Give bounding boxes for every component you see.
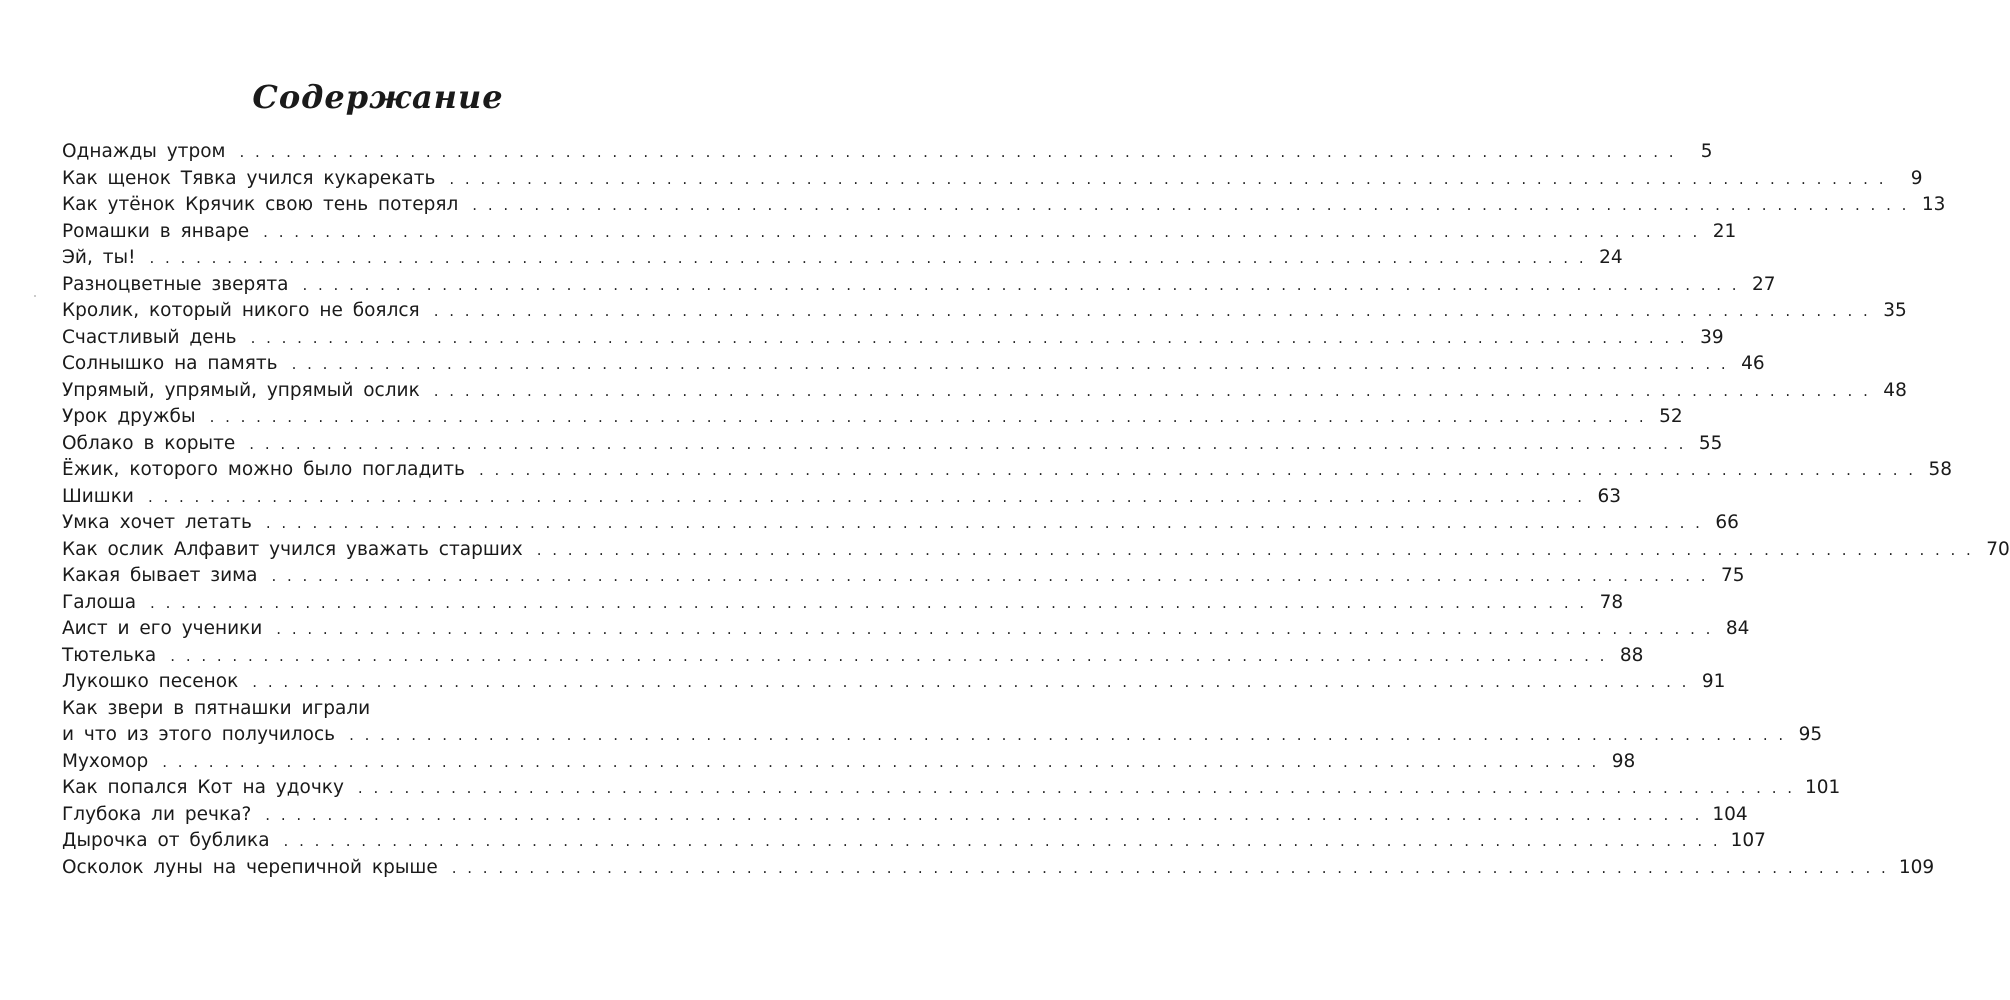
dot-leader: . . . . . . . . . . . . . . . . . . . . . . . . . . . . . . . . . . . . . . . . . . . . . . . . . . . . . . . . . . . . . . . . . . . . . . . . . . . . . . . . . . . . . . . . . . . . .	[433, 381, 1871, 400]
toc-entry	[62, 219, 1737, 246]
toc-entry-page-number: 52	[1659, 406, 1683, 427]
dot-leader: . . . . . . . . . . . . . . . . . . . . . . . . . . . . . . . . . . . . . . . . . . . . . . . . . . . . . . . . . . . . . . . . . . . . . . . . . . . . . . . . . . . . . . . . . . . . .	[291, 355, 1729, 373]
toc-entry-page-number: 58	[1928, 459, 1953, 480]
toc-entry	[62, 855, 1935, 882]
toc-entry-title: Урок дружбы	[62, 406, 196, 427]
dot-leader: . . . . . . . . . . . . . . . . . . . . . . . . . . . . . . . . . . . . . . . . . . . . . . . . . . . . . . . . . . . . . . . . . . . . . . . . . . . . . . . . . . . . . . . . . . . . .	[433, 302, 1871, 320]
toc-entry-page-number: 5	[1700, 141, 1713, 162]
toc-entry-page-number: 88	[1619, 644, 1644, 666]
toc-entry-page-number: 63	[1597, 485, 1622, 507]
toc-entry-page-number: 75	[1721, 565, 1745, 586]
toc-entry	[62, 749, 1636, 776]
dot-leader: . . . . . . . . . . . . . . . . . . . . . . . . . . . . . . . . . . . . . . . . . . . . . . . . . . . . . . . . . . . . . . . . . . . . . . . . . . . . . . . . . . . . . . . . . . . . .	[449, 169, 1887, 188]
dot-leader: . . . . . . . . . . . . . . . . . . . . . . . . . . . . . . . . . . . . . . . . . . . . . . . . . . . . . . . . . . . . . . . . . . . . . . . . . . . . . . . . . . . . . . . . . . . . .	[478, 461, 1917, 479]
toc-entry	[62, 643, 1644, 670]
toc-entry-page-number: 27	[1752, 273, 1776, 295]
toc-entry-page-number: 24	[1599, 247, 1623, 268]
toc-entry	[62, 510, 1739, 537]
toc-entry-page-number: 95	[1798, 724, 1823, 745]
toc-entry-title: и что из этого получилось	[62, 724, 336, 745]
dot-leader: . . . . . . . . . . . . . . . . . . . . . . . . . . . . . . . . . . . . . . . . . . . . . . . . . . . . . . . . . . . . . . . . . . . . . . . . . . . . . . . . . . . . . . . . . . . . .	[451, 858, 1889, 877]
dot-leader: . . . . . . . . . . . . . . . . . . . . . . . . . . . . . . . . . . . . . . . . . . . . . . . . . . . . . . . . . . . . . . . . . . . . . . . . . . . . . . . . . . . . . . . . . . . . .	[265, 805, 1703, 824]
dot-leader: . . . . . . . . . . . . . . . . . . . . . . . . . . . . . . . . . . . . . . . . . . . . . . . . . . . . . . . . . . . . . . . . . . . . . . . . . . . . . . . . . . . . . . . . . . . . .	[147, 487, 1586, 506]
toc-entry-title: Мухомор	[62, 750, 149, 772]
toc-entry-title: Тютелька	[62, 644, 157, 666]
dot-leader: . . . . . . . . . . . . . . . . . . . . . . . . . . . . . . . . . . . . . . . . . . . . . . . . . . . . . . . . . . . . . . . . . . . . . . . . . . . . . . . . . . . . . . . . . . . . .	[170, 646, 1608, 665]
toc-entry	[62, 590, 1624, 617]
toc-entry-page-number: 66	[1715, 512, 1739, 533]
toc-entry	[62, 828, 1766, 855]
dot-leader: . . . . . . . . . . . . . . . . . . . . . . . . . . . . . . . . . . . . . . . . . . . . . . . . . . . . . . . . . . . . . . . . . . . . . . . . . . . . . . . . . . . . . . . . . . . . .	[249, 434, 1687, 453]
toc-entry-page-number: 109	[1898, 856, 1935, 878]
toc-entry-title: Облако в корыте	[62, 432, 236, 454]
toc-entry	[62, 272, 1776, 299]
toc-entry	[62, 722, 1823, 749]
toc-entry	[62, 775, 1841, 802]
toc-entry-title: Разноцветные зверята	[62, 273, 289, 295]
dot-leader: . . . . . . . . . . . . . . . . . . . . . . . . . . . . . . . . . . . . . . . . . . . . . . . . . . . . . . . . . . . . . . . . . . . . . . . . . . . . . . . . . . . . . . . . . . . . .	[265, 514, 1703, 532]
toc-entry	[62, 378, 1907, 405]
toc-entry	[62, 431, 1723, 458]
dot-leader: . . . . . . . . . . . . . . . . . . . . . . . . . . . . . . . . . . . . . . . . . . . . . . . . . . . . . . . . . . . . . . . . . . . . . . . . . . . . . . . . . . . . . . . . . . . . .	[250, 328, 1688, 347]
toc-entry	[62, 563, 1745, 590]
toc-entry	[62, 298, 1907, 325]
toc-entry-page-number: 78	[1599, 591, 1624, 613]
toc-entry	[62, 484, 1622, 511]
dot-leader: . . . . . . . . . . . . . . . . . . . . . . . . . . . . . . . . . . . . . . . . . . . . . . . . . . . . . . . . . . . . . . . . . . . . . . . . . . . . . . . . . . . . . . . . . . . . .	[263, 222, 1701, 241]
toc-entry-page-number: 91	[1701, 671, 1726, 692]
dot-leader: . . . . . . . . . . . . . . . . . . . . . . . . . . . . . . . . . . . . . . . . . . . . . . . . . . . . . . . . . . . . . . . . . . . . . . . . . . . . . . . . . . . . . . . . . . . . .	[239, 143, 1677, 161]
toc-entry-title: Как щенок Тявка учился кукарекать	[62, 167, 436, 189]
paper-speck	[34, 295, 36, 297]
dot-leader: . . . . . . . . . . . . . . . . . . . . . . . . . . . . . . . . . . . . . . . . . . . . . . . . . . . . . . . . . . . . . . . . . . . . . . . . . . . . . . . . . . . . . . . . . . . . .	[276, 620, 1714, 638]
toc-entry	[62, 537, 2010, 564]
toc-entry-title: Кролик, который никого не боялся	[62, 300, 420, 321]
toc-entry-page-number: 107	[1730, 830, 1766, 851]
dot-leader: . . . . . . . . . . . . . . . . . . . . . . . . . . . . . . . . . . . . . . . . . . . . . . . . . . . . . . . . . . . . . . . . . . . . . . . . . . . . . . . . . . . . . . . . . . . . .	[302, 275, 1740, 294]
toc-entry-title: Галоша	[62, 591, 137, 613]
page-title: Содержание	[252, 78, 504, 116]
toc-entry	[62, 616, 1750, 643]
toc-entry	[62, 325, 1724, 352]
toc-entry	[62, 139, 1713, 166]
dot-leader: . . . . . . . . . . . . . . . . . . . . . . . . . . . . . . . . . . . . . . . . . . . . . . . . . . . . . . . . . . . . . . . . . . . . . . . . . . . . . . . . . . . . . . . . . . . . .	[271, 567, 1709, 585]
toc-entry-title: Упрямый, упрямый, упрямый ослик	[62, 379, 420, 401]
toc-entry	[62, 192, 1946, 219]
toc-entry-page-number: 9	[1910, 167, 1923, 189]
toc-entry	[62, 802, 1748, 829]
dot-leader: . . . . . . . . . . . . . . . . . . . . . . . . . . . . . . . . . . . . . . . . . . . . . . . . . . . . . . . . . . . . . . . . . . . . . . . . . . . . . . . . . . . . . . . . . . . . .	[209, 408, 1647, 426]
toc-entry-title: Дырочка от бублика	[62, 830, 270, 851]
toc-entry-page-number: 104	[1712, 803, 1748, 825]
toc-entry-page-number: 35	[1883, 300, 1907, 321]
toc-entry-title: Как попался Кот на удочку	[62, 777, 344, 798]
dot-leader: . . . . . . . . . . . . . . . . . . . . . . . . . . . . . . . . . . . . . . . . . . . . . . . . . . . . . . . . . . . . . . . . . . . . . . . . . . . . . . . . . . . . . . . . . . . . .	[349, 726, 1787, 744]
dot-leader: . . . . . . . . . . . . . . . . . . . . . . . . . . . . . . . . . . . . . . . . . . . . . . . . . . . . . . . . . . . . . . . . . . . . . . . . . . . . . . . . . . . . . . . . . . . . .	[357, 779, 1796, 797]
toc-entry	[62, 457, 1953, 484]
toc-entry-title: Солнышко на память	[62, 353, 278, 374]
dot-leader: . . . . . . . . . . . . . . . . . . . . . . . . . . . . . . . . . . . . . . . . . . . . . . . . . . . . . . . . . . . . . . . . . . . . . . . . . . . . . . . . . . . . . . . . . . . . .	[252, 673, 1690, 691]
toc-entry-page-number: 70	[1986, 538, 2010, 560]
toc-entry-title: Шишки	[62, 485, 134, 507]
toc-entry-page-number: 101	[1805, 777, 1841, 798]
toc-entry	[62, 404, 1683, 431]
dot-leader: . . . . . . . . . . . . . . . . . . . . . . . . . . . . . . . . . . . . . . . . . . . . . . . . . . . . . . . . . . . . . . . . . . . . . . . . . . . . . . . . . . . . . . . . . . . . .	[472, 196, 1910, 214]
toc-entry-line	[62, 696, 670, 723]
toc-entry-title: Глубока ли речка?	[62, 803, 252, 825]
toc-entry-title: Счастливый день	[62, 326, 237, 348]
toc-entry-page-number: 98	[1611, 750, 1636, 772]
toc-entry	[62, 245, 1623, 272]
table-of-contents	[62, 139, 2010, 881]
toc-entry-title: Как утёнок Крячик свою тень потерял	[62, 194, 459, 215]
toc-entry	[62, 351, 1765, 378]
dot-leader: . . . . . . . . . . . . . . . . . . . . . . . . . . . . . . . . . . . . . . . . . . . . . . . . . . . . . . . . . . . . . . . . . . . . . . . . . . . . . . . . . . . . . . . . . . . . .	[283, 832, 1721, 850]
toc-entry-page-number: 84	[1725, 618, 1750, 639]
dot-leader: . . . . . . . . . . . . . . . . . . . . . . . . . . . . . . . . . . . . . . . . . . . . . . . . . . . . . . . . . . . . . . . . . . . . . . . . . . . . . . . . . . . . . . . . . . . . .	[149, 249, 1587, 267]
toc-entry-title: Эй, ты!	[62, 247, 136, 268]
toc-entry-title: Как звери в пятнашки играли	[62, 697, 371, 719]
toc-entry-page-number: 39	[1700, 326, 1724, 348]
toc-entry	[62, 166, 1923, 193]
dot-leader: . . . . . . . . . . . . . . . . . . . . . . . . . . . . . . . . . . . . . . . . . . . . . . . . . . . . . . . . . . . . . . . . . . . . . . . . . . . . . . . . . . . . . . . . . . . . .	[162, 752, 1600, 771]
toc-entry-title: Осколок луны на черепичной крыше	[62, 856, 438, 878]
toc-entry-page-number: 46	[1741, 353, 1765, 374]
toc-entry-title: Однажды утром	[62, 141, 226, 162]
toc-entry-page-number: 21	[1712, 220, 1737, 242]
toc-entry-title: Лукошко песенок	[62, 671, 239, 692]
dot-leader: . . . . . . . . . . . . . . . . . . . . . . . . . . . . . . . . . . . . . . . . . . . . . . . . . . . . . . . . . . . . . . . . . . . . . . . . . . . . . . . . . . . . . . . . . . . . .	[536, 540, 1974, 559]
toc-entry-title: Аист и его ученики	[62, 618, 263, 639]
toc-entry-title: Как ослик Алфавит учился уважать старших	[62, 538, 523, 560]
toc-entry-page-number: 48	[1883, 379, 1907, 401]
dot-leader: . . . . . . . . . . . . . . . . . . . . . . . . . . . . . . . . . . . . . . . . . . . . . . . . . . . . . . . . . . . . . . . . . . . . . . . . . . . . . . . . . . . . . . . . . . . . .	[150, 593, 1588, 612]
toc-entry-title: Ёжик, которого можно было погладить	[62, 459, 465, 480]
toc-entry-title: Ромашки в январе	[62, 220, 250, 242]
toc-entry	[62, 669, 1726, 696]
toc-entry-title: Умка хочет летать	[62, 512, 252, 533]
toc-entry-title: Какая бывает зима	[62, 565, 258, 586]
toc-entry-page-number: 55	[1698, 432, 1723, 454]
toc-entry-page-number: 13	[1921, 194, 1946, 215]
